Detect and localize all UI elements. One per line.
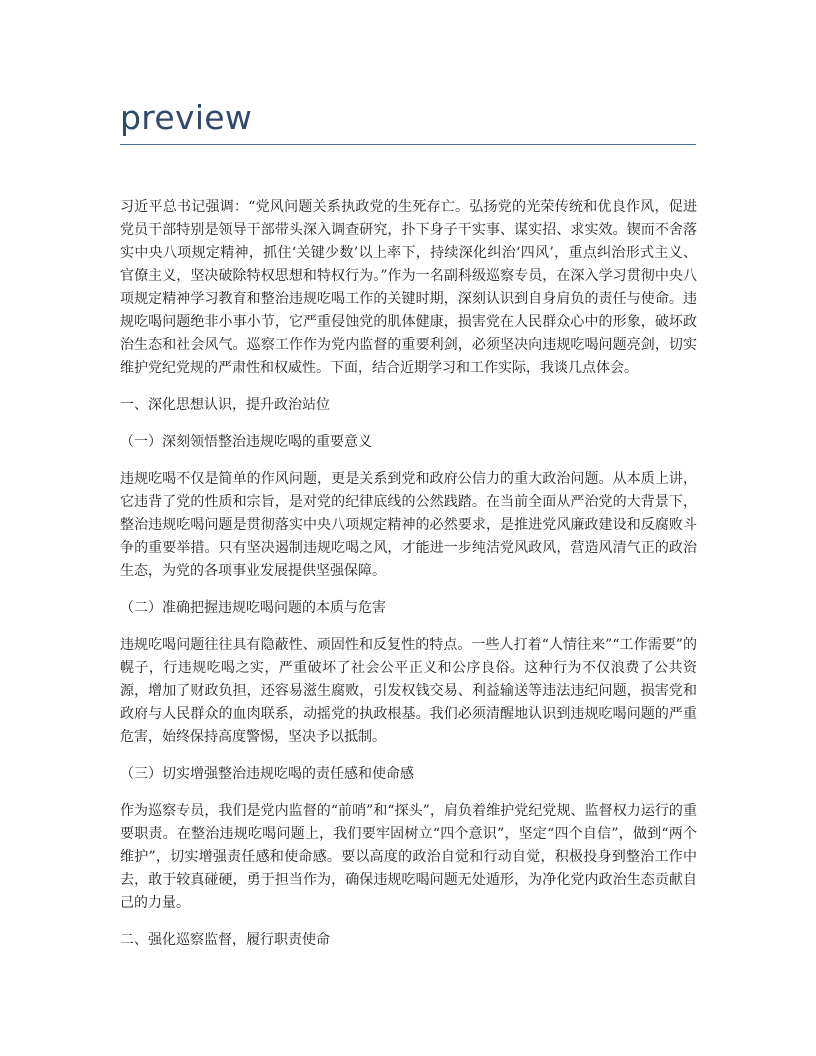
section-heading-1: 一、深化思想认识，提升政治站位 bbox=[120, 397, 330, 413]
intro-paragraph: 习近平总书记强调：“党风问题关系执政党的生死存亡。弘扬党的光荣传统和优良作风，促进党员干部特别是领导干部带头深入调查研究，扑下身子干实事、谋实招、求实效。锲而不舍落实中央八项规定精神，抓住‘关键少数’以上率下，持续深化纠治‘四风’，重点纠治形式主义、官僚主义，坚决破除特权思想和特权行为。”作为一名副科级巡察专员，在深入学习贯彻中央八项规定精神学习教育和整治违规吃喝工作的关键时期，深刻认识到自身肩负的责任与使命。违规吃喝问题绝非小事小节，它严重侵蚀党的肌体健康，损害党在人民群众心中的形象，破坏政治生态和社会风气。巡察工作作为党内监督的重要利剑，必须坚决向违规吃喝问题亮剑，切实维护党纪党规的严肃性和权威性。下面，结合近期学习和工作实际，我谈几点体会。 bbox=[120, 199, 697, 376]
body-paragraph: 违规吃喝不仅是简单的作风问题，更是关系到党和政府公信力的重大政治问题。从本质上讲，它违背了党的性质和宗旨，是对党的纪律底线的公然践踏。在当前全面从严治党的大背景下，整治违规吃喝问题是贯彻落实中央八项规定精神的必然要求，是推进党风廉政建设和反腐败斗争的重要举措。只有坚决遏制违规吃喝之风，才能进一步纯洁党风政风，营造风清气正的政治生态，为党的各项事业发展提供坚强保障。 bbox=[120, 471, 697, 579]
section-heading-2: 二、强化巡察监督，履行职责使命 bbox=[120, 932, 330, 948]
page-title: preview bbox=[120, 98, 253, 137]
subsection-heading-1-3: （三）切实增强整治违规吃喝的责任感和使命感 bbox=[120, 766, 414, 782]
subsection-heading-1-2: （二）准确把握违规吃喝问题的本质与危害 bbox=[120, 600, 386, 616]
body-paragraph: 违规吃喝问题往往具有隐蔽性、顽固性和反复性的特点。一些人打着“人情往来”“工作需要”的幌子，行违规吃喝之实，严重破坏了社会公平正义和公序良俗。这种行为不仅浪费了公共资源，增加了财政负担，还容易滋生腐败，引发权钱交易、利益输送等违法违纪问题，损害党和政府与人民群众的血肉联系，动摇党的执政根基。我们必须清醒地认识到违规吃喝问题的严重危害，始终保持高度警惕，坚决予以抵制。 bbox=[120, 637, 697, 745]
title-divider bbox=[120, 144, 696, 145]
document-body bbox=[120, 196, 697, 966]
body-paragraph: 作为巡察专员，我们是党内监督的“前哨”和“探头”，肩负着维护党纪党规、监督权力运行的重要职责。在整治违规吃喝问题上，我们要牢固树立“四个意识”，坚定“四个自信”，做到“两个维护”，切实增强责任感和使命感。要以高度的政治自觉和行动自觉，积极投身到整治工作中去，敢于较真碰硬，勇于担当作为，确保违规吃喝问题无处遁形，为净化党内政治生态贡献自己的力量。 bbox=[120, 803, 697, 911]
subsection-heading-1-1: （一）深刻领悟整治违规吃喝的重要意义 bbox=[120, 434, 372, 450]
